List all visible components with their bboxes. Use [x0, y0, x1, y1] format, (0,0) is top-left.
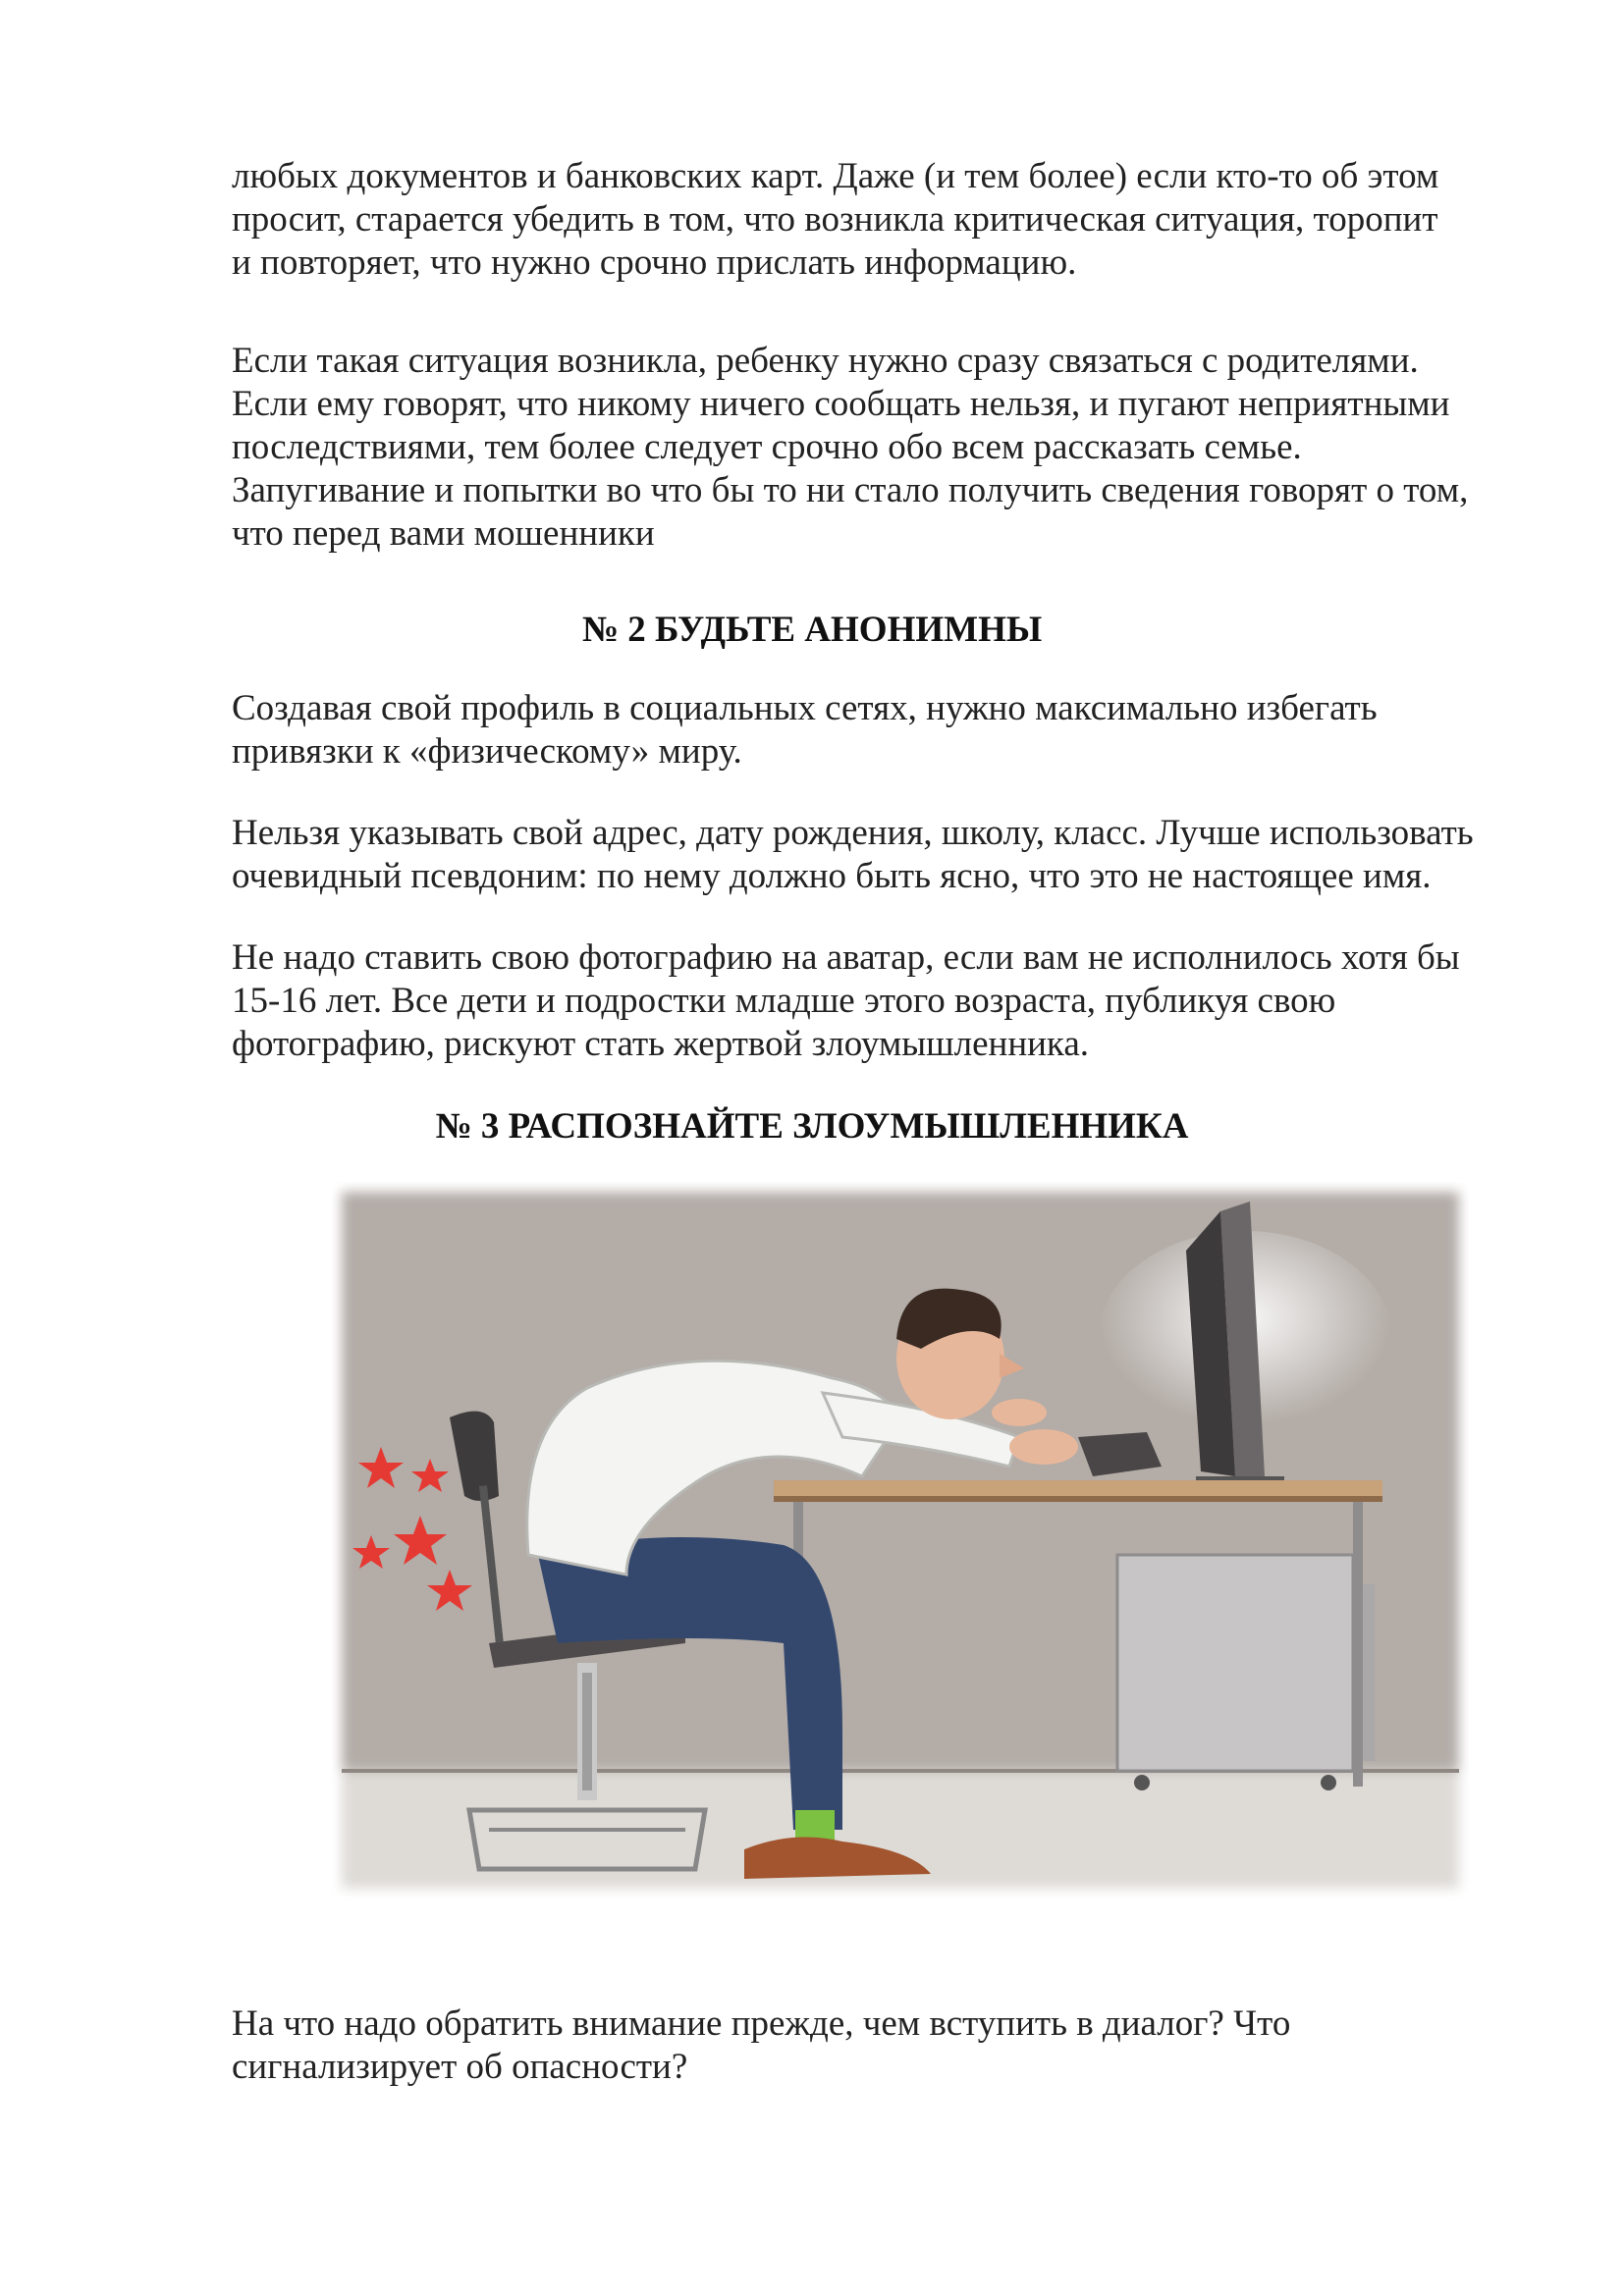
- heading-be-anonymous: № 2 БУДЬТЕ АНОНИМНЫ: [581, 610, 1043, 650]
- text-line: Если такая ситуация возникла, ребенку нужно сразу связаться с родителями.: [232, 341, 1419, 381]
- text-line: 15-16 лет. Все дети и подростки младше этого возраста, публикуя свою: [232, 981, 1336, 1021]
- paragraph-danger-signals: [232, 2002, 1587, 2089]
- paragraph-personal-data: [232, 812, 1587, 898]
- paragraph-avatar-photo: [232, 936, 1587, 1066]
- text-line: Нельзя указывать свой адрес, дату рождения, школу, класс. Лучше использовать: [232, 813, 1474, 853]
- text-line: Создавая свой профиль в социальных сетях, нужно максимально избегать: [232, 688, 1378, 728]
- heading-recognize-intruder: № 3 РАСПОЗНАЙТЕ ЗЛОУМЫШЛЕННИКА: [435, 1106, 1189, 1147]
- text-line: последствиями, тем более следует срочно обо всем рассказать семье.: [232, 427, 1302, 467]
- text-line: фотографию, рискуют стать жертвой злоумышленника.: [232, 1024, 1090, 1064]
- paragraph-documents-warning: [232, 155, 1587, 285]
- text-line: сигнализирует об опасности?: [232, 2047, 688, 2087]
- text-line: очевидный псевдоним: по нему должно быть ясно, что это не настоящее имя.: [232, 856, 1432, 896]
- paragraph-contact-parents: [232, 340, 1587, 556]
- paragraph-profile: [232, 687, 1587, 774]
- person-hunched-at-computer-illustration: [332, 1182, 1469, 1922]
- text-line: Запугивание и попытки во что бы то ни стало получить сведения говорят о том,: [232, 470, 1469, 510]
- text-line: Если ему говорят, что никому ничего сообщать нельзя, и пугают неприятными: [232, 384, 1450, 424]
- text-line: Не надо ставить свою фотографию на аватар, если вам не исполнилось хотя бы: [232, 937, 1460, 978]
- text-line: привязки к «физическому» миру.: [232, 731, 742, 772]
- text-line: и повторяет, что нужно срочно прислать информацию.: [232, 242, 1077, 283]
- text-line: просит, старается убедить в том, что возникла критическая ситуация, торопит: [232, 199, 1438, 240]
- text-line: любых документов и банковских карт. Даже (и тем более) если кто-то об этом: [232, 156, 1439, 196]
- text-line: На что надо обратить внимание прежде, чем вступить в диалог? Что: [232, 2003, 1291, 2044]
- text-line: что перед вами мошенники: [232, 513, 655, 554]
